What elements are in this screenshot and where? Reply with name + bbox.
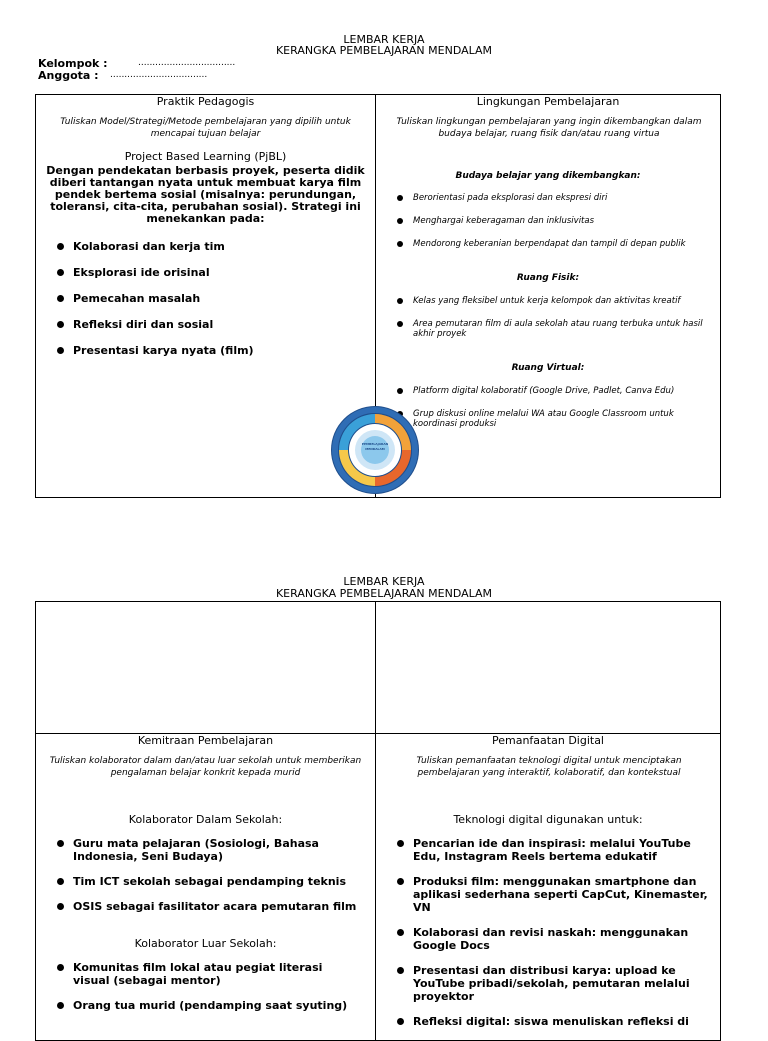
teknologi-title: Teknologi digital digunakan untuk: (453, 813, 643, 826)
budaya-title: Budaya belajar yang dikembangkan: (455, 171, 641, 181)
list-item: Komunitas film lokal atau pegiat literasi visual (sebagai mentor) (56, 961, 362, 987)
list-item: Pemecahan masalah (56, 292, 356, 305)
kemitraan-heading: Kemitraan Pembelajaran (137, 734, 274, 747)
list-item: Platform digital kolaboratif (Google Drive, Padlet, Canva Edu) (396, 386, 712, 396)
list-item: Kolaborasi dan kerja tim (56, 240, 356, 253)
praktik-pedagogis-heading: Praktik Pedagogis (156, 95, 255, 108)
virtual-list (396, 386, 712, 429)
list-item: Refleksi digital: siswa menuliskan refleksi di (396, 1015, 710, 1028)
list-item: Grup diskusi online melalui WA atau Google Classroom untuk koordinasi produksi (396, 409, 712, 429)
teknologi-list (396, 837, 710, 1028)
list-item: Refleksi diri dan sosial (56, 318, 356, 331)
kelompok-label: Kelompok : (38, 57, 108, 70)
digital-instruction: Tuliskan pemanfaatan teknologi digital untuk menciptakan pembelajaran yang interaktif, kolaboratif, dan kontekstual (416, 756, 682, 778)
list-item: Kelas yang fleksibel untuk kerja kelompok dan aktivitas kreatif (396, 296, 712, 306)
pjbl-title: Project Based Learning (PjBL) (124, 150, 287, 163)
sheet1-title-line1: LEMBAR KERJA (343, 33, 425, 46)
sheet1-title-line2: KERANGKA PEMBELAJARAN MENDALAM (275, 44, 493, 57)
kelompok-field[interactable]: .................................. (138, 58, 236, 68)
anggota-field[interactable]: .................................. (110, 70, 208, 80)
list-item: Tim ICT sekolah sebagai pendamping teknis (56, 875, 362, 888)
kemitraan-instruction: Tuliskan kolaborator dalam dan/atau luar sekolah untuk memberikan pengalaman belajar konkrit kepada murid (49, 756, 362, 778)
sheet2-title-line2: KERANGKA PEMBELAJARAN MENDALAM (275, 587, 493, 600)
kolaborator-luar-title: Kolaborator Luar Sekolah: (134, 937, 277, 950)
list-item: Berorientasi pada eksplorasi dan ekspresi diri (396, 193, 712, 203)
ruang-virtual-title: Ruang Virtual: (511, 363, 585, 373)
list-item: Mendorong keberanian berpendapat dan tampil di depan publik (396, 239, 712, 249)
list-item: Pencarian ide dan inspirasi: melalui YouTube Edu, Instagram Reels bertema edukatif (396, 837, 710, 863)
dalam-list (56, 837, 362, 913)
pemanfaatan-digital-heading: Pemanfaatan Digital (492, 734, 604, 747)
list-item: Guru mata pelajaran (Sosiologi, Bahasa Indonesia, Seni Budaya) (56, 837, 362, 863)
ruang-fisik-title: Ruang Fisik: (516, 273, 580, 283)
budaya-list (396, 193, 712, 249)
list-item: Orang tua murid (pendamping saat syuting) (56, 999, 362, 1012)
list-item: Produksi film: menggunakan smartphone dan aplikasi sederhana seperti CapCut, Kinemaster, VN (396, 875, 710, 914)
luar-list (56, 961, 362, 1012)
list-item: OSIS sebagai fasilitator acara pemutaran film (56, 900, 362, 913)
list-item: Area pemutaran film di aula sekolah atau ruang terbuka untuk hasil akhir proyek (396, 319, 712, 339)
lingkungan-heading: Lingkungan Pembelajaran (476, 95, 620, 108)
praktik-list (56, 240, 356, 357)
list-item: Menghargai keberagaman dan inklusivitas (396, 216, 712, 226)
fisik-list (396, 296, 712, 339)
list-item: Presentasi karya nyata (film) (56, 344, 356, 357)
lingkungan-instruction: Tuliskan lingkungan pembelajaran yang ingin dikembangkan dalam budaya belajar, ruang fisik dan/atau ruang virtua (396, 117, 702, 139)
list-item: Eksplorasi ide orisinal (56, 266, 356, 279)
sheet2-title-line1: LEMBAR KERJA (343, 575, 425, 588)
pjbl-description: Dengan pendekatan berbasis proyek, peserta didik diberi tantangan nyata untuk membuat karya film pendek bertema sosial (misalnya: perundungan, toleransi, cita-cita, perubahan sosial). Strategi ini menekankan pada: (46, 164, 365, 225)
kolaborator-dalam-title: Kolaborator Dalam Sekolah: (128, 813, 283, 826)
anggota-label: Anggota : (38, 69, 99, 82)
logo-text: PEMBELAJARAN MENDALAM (361, 442, 389, 451)
list-item: Presentasi dan distribusi karya: upload ke YouTube pribadi/sekolah, pemutaran melalui proyektor (396, 964, 710, 1003)
list-item: Kolaborasi dan revisi naskah: menggunakan Google Docs (396, 926, 710, 952)
praktik-instruction: Tuliskan Model/Strategi/Metode pembelajaran yang dipilih untuk mencapai tujuan belajar (60, 117, 351, 139)
